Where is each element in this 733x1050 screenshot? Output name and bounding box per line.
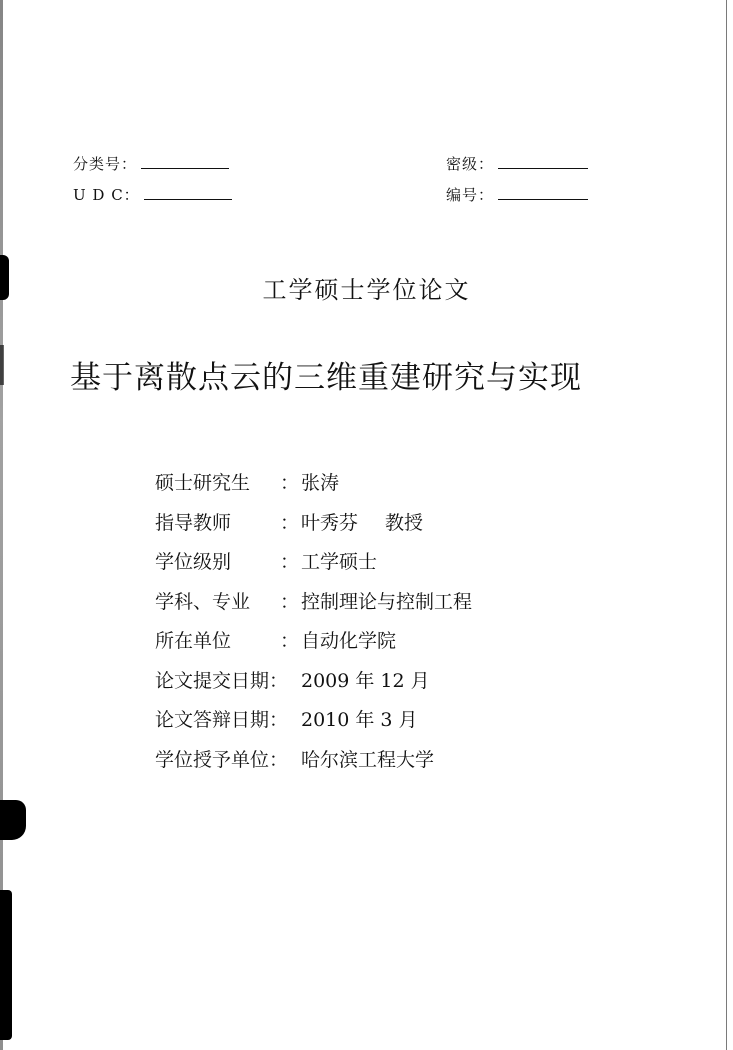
submit-date-value: 2009 年 12 月	[301, 669, 430, 692]
degree-type-heading: 工学硕士学位论文	[262, 276, 471, 304]
discipline-value: 控制理论与控制工程	[301, 590, 473, 613]
unit-value: 自动化学院	[301, 630, 397, 652]
advisor-title: 教授	[385, 511, 424, 534]
student-label: 硕士研究生	[155, 472, 251, 494]
submit-date-label: 论文提交日期：	[155, 669, 289, 692]
discipline-label: 学科、专业	[155, 590, 251, 613]
degree-label: 学位级别	[155, 551, 232, 573]
separator: ：	[280, 511, 300, 534]
advisor-value: 叶秀芬	[301, 511, 359, 534]
udc-blank	[144, 185, 232, 200]
scan-edge-right	[726, 0, 727, 1050]
defense-date-label: 论文答辩日期：	[155, 709, 289, 731]
secret-level-field	[446, 153, 588, 174]
udc-label: U D C：	[73, 186, 140, 204]
degree-value: 工学硕士	[301, 551, 378, 573]
secret-level-blank	[498, 154, 588, 169]
number-blank	[498, 185, 588, 200]
separator: ：	[280, 472, 300, 494]
grantor-value: 哈尔滨工程大学	[301, 748, 435, 771]
separator: ：	[280, 590, 300, 613]
student-value: 张涛	[301, 472, 340, 494]
defense-date-value: 2010 年 3 月	[301, 709, 418, 731]
classification-label: 分类号：	[73, 155, 138, 173]
udc-field	[73, 184, 232, 205]
classification-blank	[141, 154, 229, 169]
scan-blot	[0, 800, 26, 840]
advisor-label: 指导教师	[155, 511, 232, 534]
classification-field	[73, 153, 229, 174]
separator: ：	[280, 551, 300, 573]
scan-blot	[0, 890, 12, 1040]
separator: ：	[280, 630, 300, 652]
thesis-title: 基于离散点云的三维重建研究与实现	[70, 360, 582, 396]
number-label: 编号：	[446, 186, 495, 204]
secret-level-label: 密级：	[446, 155, 495, 173]
grantor-label: 学位授予单位：	[155, 748, 289, 771]
number-field	[446, 184, 588, 205]
scan-blot	[0, 345, 4, 385]
unit-label: 所在单位	[155, 630, 232, 652]
